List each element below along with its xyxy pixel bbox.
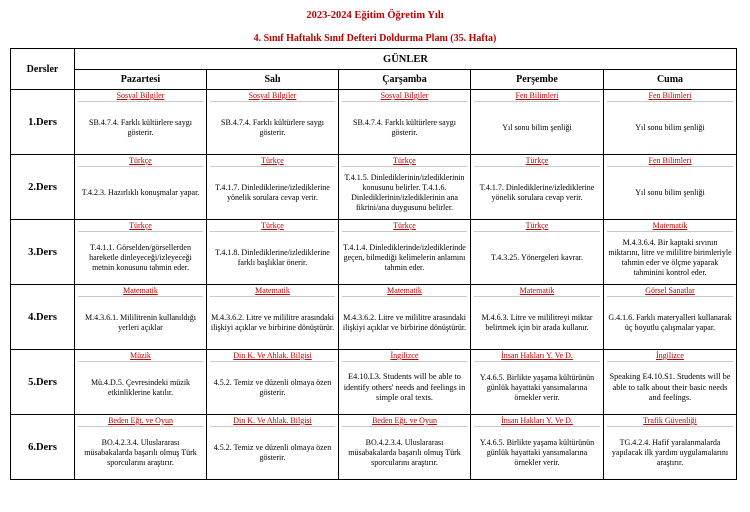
lesson-label: 1.Ders [11,90,75,155]
subject-label: Fen Bilimleri [648,91,692,100]
objective-text-wrapper [604,362,736,414]
objective-text-wrapper [75,167,206,219]
objective-text: T.4.1.7. Dinlediklerine/izlediklerine yönelik sorulara cevap verir. [479,183,595,202]
subject-label: Müzik [130,351,151,360]
plan-cell [339,415,471,480]
document-title: 2023-2024 Eğitim Öğretim Yılı [306,10,444,21]
objective-text-wrapper [471,102,603,154]
objective-text-wrapper [339,167,470,219]
plan-cell [471,415,604,480]
plan-cell [207,285,339,350]
subject-label: İnsan Hakları Y. Ve D. [501,351,573,360]
plan-cell [75,155,207,220]
objective-text-wrapper [604,297,736,349]
header-gunler: GÜNLER [75,49,737,70]
plan-cell [604,220,737,285]
objective-text-wrapper [339,427,470,479]
objective-text-wrapper [604,102,736,154]
objective-text: T.4.3.25. Yönergeleri kavrar. [490,253,584,262]
objective-text-wrapper [339,362,470,414]
plan-cell [75,415,207,480]
plan-cell [604,285,737,350]
objective-text: T.4.2.3. Hazırlıklı konuşmalar yapar. [81,188,200,197]
subject-label: İnsan Hakları Y. Ve D. [501,416,573,425]
lesson-label: 5.Ders [11,350,75,415]
weekly-plan-table [10,48,737,480]
objective-text-wrapper [75,362,206,414]
objective-text-wrapper [604,167,736,219]
objective-text-wrapper [339,297,470,349]
plan-cell [339,350,471,415]
plan-cell [471,220,604,285]
objective-text-wrapper [207,232,338,284]
objective-text: Y.4.6.5. Birlikte yaşama kültürünün günlük hayattaki yansımalarına örnekler verir. [479,373,595,402]
objective-text-wrapper [207,167,338,219]
objective-text: Yıl sonu bilim şenliği [635,123,705,132]
table-row [11,155,737,220]
header-day-cuma: Cuma [604,70,737,90]
table-row [11,285,737,350]
objective-text: M.4.6.3. Litre ve mililitreyi miktar belirtmek için bir arada kullanır. [481,313,593,332]
objective-text: Mü.4.D.5. Çevresindeki müzik etkinliklerine katılır. [90,378,191,397]
subject-label: Din K. Ve Ahlak. Bilgisi [233,351,312,360]
objective-text-wrapper [471,297,603,349]
objective-text: SB.4.7.4. Farklı kültürlere saygı gösterir. [89,118,192,137]
subject-label: Beden Eğt. ve Oyun [372,416,437,425]
header-day-persembe: Perşembe [471,70,604,90]
objective-text: 4.5.2. Temiz ve düzenli olmaya özen gösterir. [213,443,332,462]
plan-cell [207,90,339,155]
objective-text: Yıl sonu bilim şenliği [635,188,705,197]
lesson-label: 4.Ders [11,285,75,350]
subject-label: İngilizce [390,351,419,360]
subject-label: Türkçe [525,156,549,165]
objective-text: T.4.1.1. Görselden/görsellerden hareketle dinleyeceği/izleyeceği metnin konusunu tahmin eder. [89,243,192,272]
subject-label: Matematik [387,286,422,295]
subject-label: Beden Eğt. ve Oyun [108,416,173,425]
table-row [11,90,737,155]
subject-label: Fen Bilimleri [515,91,559,100]
plan-cell [75,90,207,155]
subject-label: Türkçe [129,221,152,230]
subject-label: Sosyal Bilgiler [380,91,429,100]
table-row [11,415,737,480]
objective-text-wrapper [604,427,736,479]
subject-label: Sosyal Bilgiler [116,91,165,100]
objective-text-wrapper [207,427,338,479]
objective-text-wrapper [75,427,206,479]
subject-label: Fen Bilimleri [648,156,692,165]
plan-cell [75,285,207,350]
objective-text: BO.4.2.3.4. Uluslararası müsabakalarda başarılı olmuş Türk sporcularını araştırır. [348,438,461,467]
objective-text-wrapper [207,102,338,154]
header-day-sali: Salı [207,70,339,90]
plan-cell [604,350,737,415]
plan-cell [339,155,471,220]
objective-text-wrapper [207,297,338,349]
header-dersler: Dersler [11,49,75,90]
table-row [11,350,737,415]
objective-text-wrapper [604,232,736,284]
objective-text: T.4.1.8. Dinlediklerine/izlediklerine farklı başlıklar önerir. [215,248,330,267]
plan-cell [207,155,339,220]
objective-text: BO.4.2.3.4. Uluslararası müsabakalarda başarılı olmuş Türk sporcularını araştırır. [84,438,197,467]
objective-text: T.4.1.5. Dinlediklerinin/izlediklerinin konusunu belirler. T.4.1.6. Dinlediklerinin/izlediklerinin ana fikrini/ana duygusunu belirler. [344,173,465,212]
plan-cell [471,350,604,415]
subject-label: Türkçe [261,156,284,165]
plan-cell [207,350,339,415]
subject-label: Türkçe [393,221,416,230]
plan-cell [604,155,737,220]
objective-text-wrapper [75,297,206,349]
subject-label: Türkçe [393,156,416,165]
objective-text-wrapper [75,102,206,154]
objective-text: T.4.1.4. Dinlediklerinde/izlediklerinde geçen, bilmediği kelimelerin anlamını tahmin eder. [343,243,466,272]
lesson-label: 2.Ders [11,155,75,220]
objective-text-wrapper [471,362,603,414]
plan-cell [339,220,471,285]
plan-body [11,90,737,480]
objective-text-wrapper [339,232,470,284]
objective-text: Y.4.6.5. Birlikte yaşama kültürünün günlük hayattaki yansımalarına örnekler verir. [479,438,595,467]
plan-cell [604,90,737,155]
objective-text-wrapper [471,167,603,219]
plan-cell [604,415,737,480]
objective-text-wrapper [339,102,470,154]
objective-text: M.4.3.6.4. Bir kaptaki sıvının miktarını, litre ve mililitre birimleriyle tahmin eder ve ölçme yaparak tahminini kontrol eder. [608,238,732,277]
table-row [11,220,737,285]
plan-cell [471,90,604,155]
plan-cell [471,285,604,350]
subject-label: İngilizce [656,351,684,360]
subject-label: Trafik Güvenliği [643,416,697,425]
objective-text: TG.4.2.4. Hafif yaralanmalarda yapılacak ilk yardım uygulamalarını araştırır. [611,438,729,467]
subject-label: Türkçe [129,156,152,165]
objective-text-wrapper [471,427,603,479]
subject-label: Sosyal Bilgiler [248,91,297,100]
objective-text: M.4.3.6.1. Mililitrenin kullanıldığı yerleri açıklar [85,313,196,332]
subject-label: Türkçe [261,221,284,230]
objective-text: SB.4.7.4. Farklı kültürlere saygı gösterir. [353,118,456,137]
plan-cell [207,415,339,480]
subject-label: Matematik [123,286,158,295]
plan-cell [75,350,207,415]
subject-label: Matematik [652,221,688,230]
document-subtitle: 4. Sınıf Haftalık Sınıf Defteri Doldurma Planı (35. Hafta) [253,33,497,44]
plan-cell [75,220,207,285]
objective-text: E4.10.L3. Students will be able to identify others' needs and feelings in simple oral texts. [343,372,466,403]
objective-text: 4.5.2. Temiz ve düzenli olmaya özen gösterir. [213,378,332,397]
objective-text: G.4.1.6. Farklı materyalleri kullanarak üç boyutlu çalışmalar yapar. [608,313,732,332]
objective-text: Speaking E4.10.S1. Students will be able to talk about their basic needs and feelings. [609,372,731,403]
subject-label: Matematik [255,286,290,295]
subject-label: Türkçe [525,221,549,230]
lesson-label: 3.Ders [11,220,75,285]
objective-text: M.4.3.6.2. Litre ve mililitre arasındaki ilişkiyi açıklar ve birbirine dönüştürür. [342,313,467,332]
objective-text-wrapper [75,232,206,284]
subject-label: Matematik [519,286,555,295]
plan-cell [339,90,471,155]
header-day-carsamba: Çarşamba [339,70,471,90]
subject-label: Görsel Sanatlar [645,286,695,295]
lesson-label: 6.Ders [11,415,75,480]
objective-text: SB.4.7.4. Farklı kültürlere saygı gösterir. [221,118,324,137]
objective-text-wrapper [471,232,603,284]
plan-cell [339,285,471,350]
header-day-pazartesi: Pazartesi [75,70,207,90]
objective-text: Yıl sonu bilim şenliği [502,123,572,132]
plan-cell [207,220,339,285]
plan-cell [471,155,604,220]
objective-text: M.4.3.6.2. Litre ve mililitre arasındaki ilişkiyi açıklar ve birbirine dönüştürür. [210,313,335,332]
subject-label: Din K. Ve Ahlak. Bilgisi [233,416,312,425]
objective-text-wrapper [207,362,338,414]
objective-text: T.4.1.7. Dinlediklerine/izlediklerine yönelik sorulara cevap verir. [215,183,330,202]
